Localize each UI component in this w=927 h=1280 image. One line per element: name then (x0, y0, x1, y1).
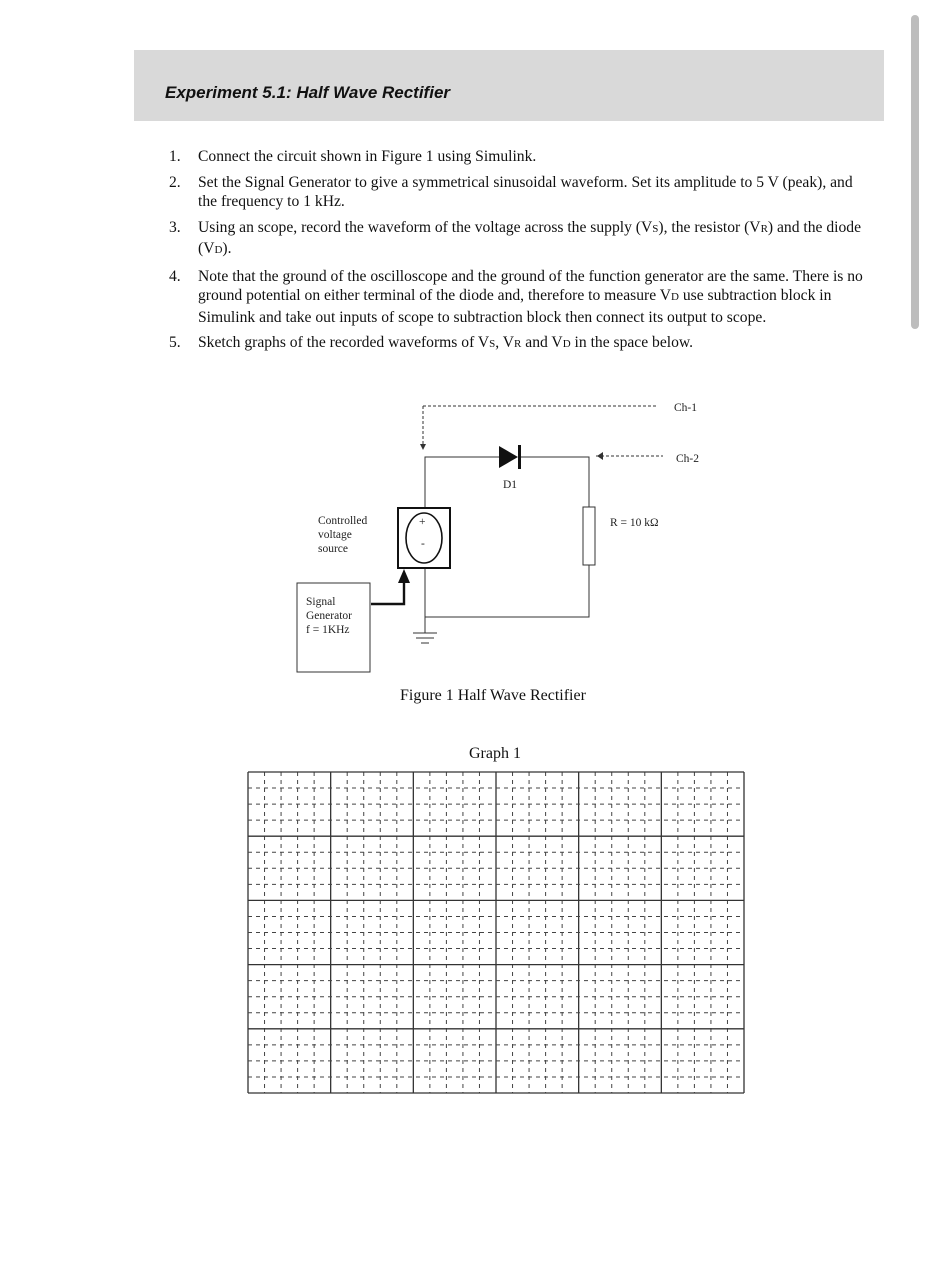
scrollbar[interactable] (911, 15, 919, 329)
ch1-label: Ch-1 (674, 402, 697, 414)
resistor-symbol (583, 507, 595, 565)
graph-grid (248, 772, 744, 1093)
plus-sign: + (419, 516, 426, 528)
generator-label: Signal (306, 596, 336, 608)
item-text: Note that the ground of the oscilloscope and the ground of the function generator are the same. There is no ground potential on either terminal of the diode and, therefore to measure V (198, 267, 863, 304)
item-number: 2. (169, 173, 181, 191)
subscript: R (760, 222, 768, 235)
item-text: Connect the circuit shown in Figure 1 using Simulink. (198, 148, 537, 165)
subscript: R (514, 338, 522, 350)
minus-sign: - (421, 538, 425, 550)
subscript: D (562, 338, 571, 350)
source-label: voltage (318, 529, 352, 541)
item-text: ) and the diode (V (198, 218, 862, 257)
source-label: source (318, 543, 349, 555)
source-label: Controlled (318, 515, 368, 527)
ch1-arrow-icon (420, 444, 426, 450)
item-number: 1. (169, 148, 181, 165)
item-text: , V (495, 334, 515, 351)
item-text: use subtraction block in Simulink and take out inputs of scope to subtraction block then connect its output to scope. (198, 287, 832, 326)
ch2-arrow-icon (597, 452, 603, 460)
ground-icon (413, 633, 437, 643)
item-text: ), the resistor (V (658, 218, 761, 236)
input-arrow-icon (398, 569, 410, 583)
item-text: ). (222, 240, 232, 257)
generator-label: f = 1KHz (306, 624, 350, 636)
generator-label: Generator (306, 610, 352, 622)
signal-wire (371, 582, 404, 604)
item-number: 5. (169, 334, 181, 351)
subscript: S (489, 338, 496, 350)
item-number: 4. (169, 267, 181, 285)
diode-icon (499, 446, 518, 468)
subscript: D (671, 291, 679, 303)
item-text: Sketch graphs of the recorded waveforms of V (198, 334, 490, 351)
item-text: and V (521, 334, 563, 351)
item-number: 3. (169, 218, 181, 236)
subscript: S (652, 222, 659, 235)
graph-title: Graph 1 (469, 745, 521, 762)
ch2-label: Ch-2 (676, 453, 699, 465)
diode-label: D1 (503, 479, 518, 491)
figure-caption: Figure 1 Half Wave Rectifier (400, 687, 586, 704)
item-text: in the space below. (570, 334, 694, 351)
subscript: D (214, 244, 223, 256)
item-text: Using an scope, record the waveform of the voltage across the supply (V (198, 218, 653, 236)
item-text: Set the Signal Generator to give a symmetrical sinusoidal waveform. Set its amplitude to 5 V (peak), and the frequency to 1 kHz. (198, 173, 853, 210)
page-title: Experiment 5.1: Half Wave Rectifier (165, 83, 451, 102)
resistor-label: R = 10 kΩ (610, 517, 659, 529)
